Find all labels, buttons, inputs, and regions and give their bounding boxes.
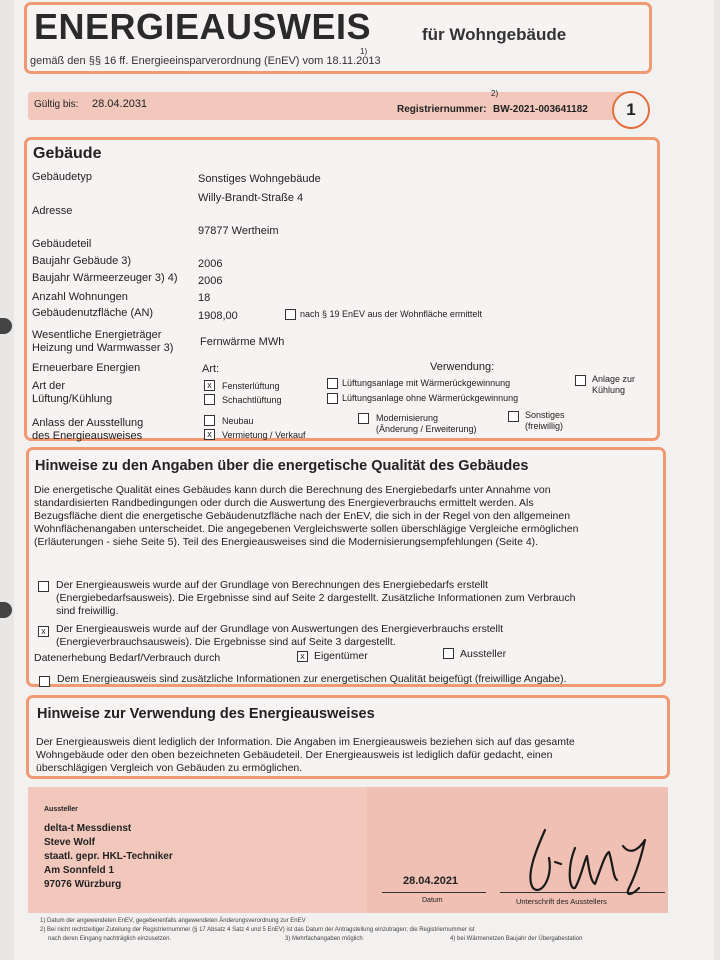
data-collection-label: Datenerhebung Bedarf/Verbrauch durch <box>34 652 221 664</box>
binder-hole-top <box>0 318 12 334</box>
demand-certificate-text: Der Energieausweis wurde auf der Grundlage von Berechnungen des Energiebedarfs erstellt (Energiebedarfsausweis). Die Ergebnisse sind auf Seite 2 dargestellt. Zusätzliche Informationen zum Verbrauch sind freiwillig. <box>56 579 576 617</box>
build-year-label: Baujahr Gebäude 3) <box>32 255 132 267</box>
extra-info-checkbox[interactable] <box>39 676 50 687</box>
shaft-ventilation-label: Schachtlüftung <box>222 395 282 405</box>
building-section-title: Gebäude <box>33 145 102 162</box>
modernisation-label-1: Modernisierung <box>376 413 439 423</box>
binder-hole-bottom <box>0 602 12 618</box>
address-line1: Willy-Brandt-Straße 4 <box>198 192 304 204</box>
cooling-checkbox[interactable] <box>575 375 586 386</box>
registration-number: BW-2021-003641182 <box>493 104 588 115</box>
building-type-value: Sonstiges Wohngebäude <box>198 173 321 185</box>
ventilation-label-1: Art der <box>32 380 66 392</box>
date-line <box>382 892 486 893</box>
page-number: 1 <box>612 91 650 129</box>
units-label: Anzahl Wohnungen <box>32 291 128 303</box>
reason-label-1: Anlass der Ausstellung <box>32 417 144 429</box>
extra-info-text: Dem Energieausweis sind zusätzliche Informationen zur energetischen Qualität beigefügt (freiwillige Angabe). <box>57 673 567 685</box>
owner-label: Eigentümer <box>314 650 368 662</box>
area-note-label: nach § 19 EnEV aus der Wohnfläche ermittelt <box>300 309 482 319</box>
handwritten-signature <box>505 818 670 900</box>
usage-section-title: Hinweise zur Verwendung des Energieausweises <box>37 706 375 722</box>
building-part-label: Gebäudeteil <box>32 238 92 250</box>
registration-footnote-ref: 2) <box>491 89 499 98</box>
address-label: Adresse <box>32 205 73 217</box>
shaft-ventilation-checkbox[interactable] <box>204 394 215 405</box>
document-title: ENERGIEAUSWEIS <box>34 6 372 47</box>
footnote-4: 4) bei Wärmenetzen Baujahr der Übergabestation <box>450 936 583 942</box>
demand-certificate-checkbox[interactable] <box>38 581 49 592</box>
rental-sale-label: Vermietung / Verkauf <box>222 430 306 440</box>
energy-source-value: Fernwärme MWh <box>200 336 285 348</box>
cooling-label-2: Kühlung <box>592 385 626 395</box>
usable-area-label: Gebäudenutzfläche (AN) <box>32 307 154 319</box>
address-line2: 97877 Wertheim <box>198 225 279 237</box>
valid-until-value: 28.04.2031 <box>92 98 148 110</box>
modernisation-checkbox[interactable] <box>358 413 369 424</box>
issue-date-value: 28.04.2021 <box>403 875 459 887</box>
document-subtitle: für Wohngebäude <box>422 25 567 44</box>
issue-date-label: Datum <box>422 897 443 904</box>
new-building-label: Neubau <box>222 416 254 426</box>
energy-source-label-2: Heizung und Warmwasser 3) <box>32 342 174 354</box>
law-footnote-ref: 1) <box>360 47 368 56</box>
area-note-checkbox[interactable] <box>285 309 296 320</box>
footnote-2b: nach deren Eingang nachträglich einzusetzen. <box>48 936 172 942</box>
issuer-checkbox[interactable] <box>443 648 454 659</box>
ventilation-no-recovery-label: Lüftungsanlage ohne Wärmerückgewinnung <box>342 393 519 403</box>
usable-area-value: 1908,00 <box>198 310 238 322</box>
registration-label: Registriernummer: <box>397 104 487 115</box>
reason-label-2: des Energieausweises <box>32 430 143 442</box>
renewable-use-label: Verwendung: <box>430 361 495 373</box>
quality-section-title: Hinweise zu den Angaben über die energetische Qualität des Gebäudes <box>35 458 529 474</box>
other-reason-checkbox[interactable] <box>508 411 519 422</box>
consumption-certificate-checkbox[interactable]: x <box>38 626 49 637</box>
usage-paragraph: Der Energieausweis dient lediglich der Information. Die Angaben im Energieausweis beziehen sich auf das gesamte Wohngebäude oder den oben bezeichneten Gebäudeteil. Der Energieausweis ist lediglich dafür gedacht, einen überschlägigen Vergleich von Gebäuden zu ermöglichen. <box>36 736 575 774</box>
heater-year-label: Baujahr Wärmeerzeuger 3) 4) <box>32 272 178 284</box>
renewable-label: Erneuerbare Energien <box>32 362 141 374</box>
window-ventilation-label: Fensterlüftung <box>222 381 280 391</box>
energy-source-label-1: Wesentliche Energieträger <box>32 329 162 341</box>
heater-year-value: 2006 <box>198 275 223 287</box>
law-reference: gemäß den §§ 16 ff. Energieeinsparverordnung (EnEV) vom 18.11.2013 <box>30 55 381 67</box>
build-year-value: 2006 <box>198 258 223 270</box>
issuer-address: delta-t Messdienst Steve Wolf staatl. gepr. HKL-Techniker Am Sonnfeld 1 97076 Würzburg <box>44 823 173 890</box>
modernisation-label-2: (Änderung / Erweiterung) <box>376 424 477 434</box>
new-building-checkbox[interactable] <box>204 415 215 426</box>
renewable-type-label: Art: <box>202 363 220 375</box>
ventilation-label-2: Lüftung/Kühlung <box>32 393 113 405</box>
ventilation-heat-recovery-label: Lüftungsanlage mit Wärmerückgewinnung <box>342 378 511 388</box>
footnote-1: 1) Datum der angewendeten EnEV, gegebenenfalls angewendeten Änderungsverordnung zur EnEV <box>40 918 306 924</box>
window-ventilation-checkbox[interactable]: x <box>204 380 215 391</box>
other-reason-label-2: (freiwillig) <box>525 421 563 431</box>
issuer-label: Aussteller <box>460 648 507 660</box>
footnote-3: 3) Mehrfachangaben möglich <box>285 936 363 942</box>
rental-sale-checkbox[interactable]: x <box>204 429 215 440</box>
ventilation-no-recovery-checkbox[interactable] <box>327 393 338 404</box>
ventilation-heat-recovery-checkbox[interactable] <box>327 378 338 389</box>
footnote-2: 2) Bei nicht rechtzeitiger Zuteilung der Registriernummer (§ 17 Absatz 4 Satz 4 und 5 EnEV) ist das Datum der Antragstellung einzutragen; die Registriernummer ist <box>40 927 475 933</box>
owner-checkbox[interactable]: x <box>297 651 308 662</box>
valid-until-label: Gültig bis: <box>34 99 79 110</box>
other-reason-label-1: Sonstiges <box>525 410 565 420</box>
issuer-heading: Aussteller <box>44 806 78 813</box>
cooling-label-1: Anlage zur <box>592 374 636 384</box>
building-type-label: Gebäudetyp <box>32 171 92 183</box>
quality-paragraph: Die energetische Qualität eines Gebäudes kann durch die Berechnung des Energiebedarfs unter Annahme von standardisierten Randbedingungen oder durch die Auswertung des Energieverbrauchs ermittelt werden. Als Bezugsfläche dient die energetische Gebäudenutzfläche nach der EnEV, die sich in der Regel von den allgemeinen Wohnflächenangaben unterscheidet. Die angegebenen Vergleichswerte sollen überschlägige Vergleiche ermöglichen (Erläuterungen - siehe Seite 5). Teil des Energieausweises sind die Modernisierungsempfehlungen (Seite 4). <box>34 484 579 548</box>
consumption-certificate-text: Der Energieausweis wurde auf der Grundlage von Auswertungen des Energieverbrauchs erstellt (Energieverbrauchsausweis). Die Ergebnisse sind auf Seite 3 dargestellt. <box>56 623 504 648</box>
signature-label: Unterschrift des Ausstellers <box>516 897 607 906</box>
units-value: 18 <box>198 292 211 304</box>
